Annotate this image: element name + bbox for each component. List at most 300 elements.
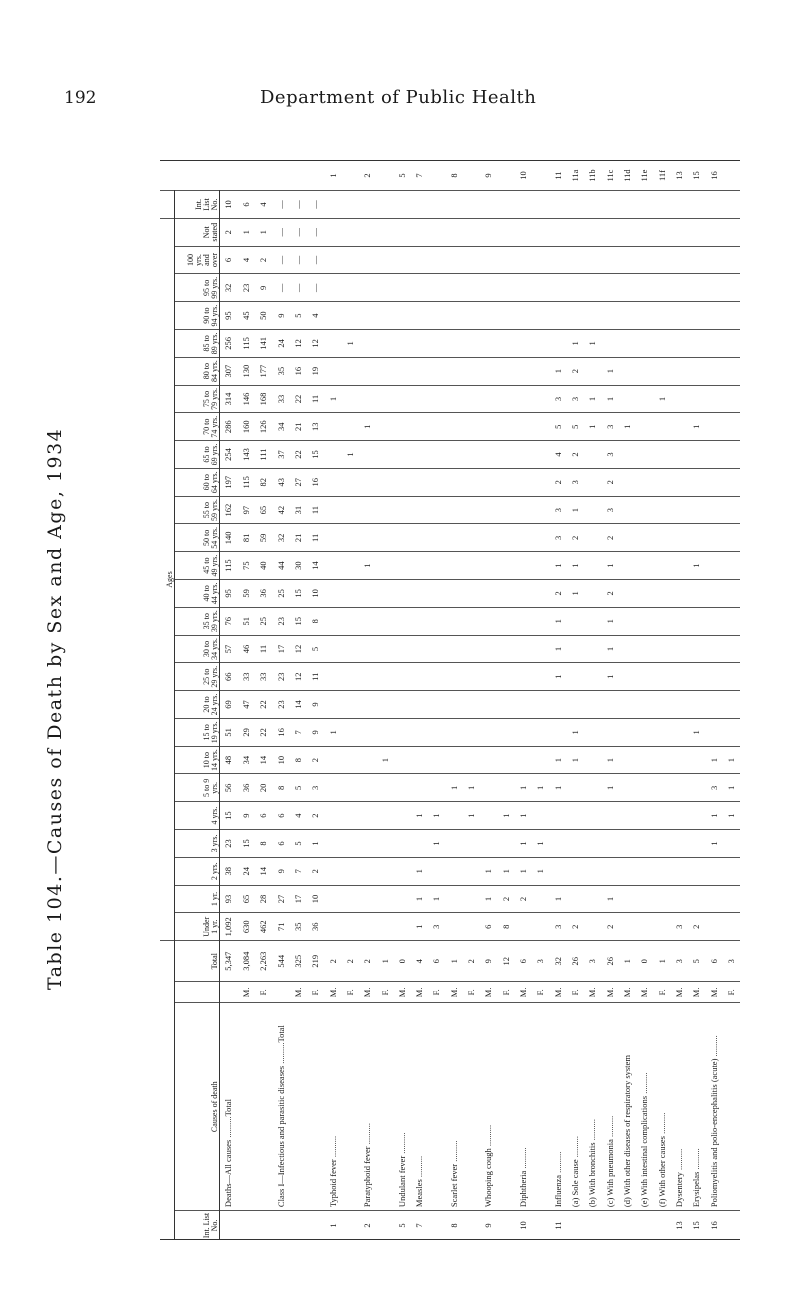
age-count-cell: 8: [307, 607, 324, 635]
age-count-cell: 11: [307, 524, 324, 552]
age-count-cell: 254: [220, 441, 238, 469]
list-number-cell: 9: [480, 1211, 497, 1240]
age-count-cell: 23: [237, 274, 254, 302]
age-count-cell: 69: [220, 691, 238, 719]
age-count-cell: 1: [428, 830, 445, 858]
age-count-cell: 95: [220, 302, 238, 330]
sex-cell: F.: [653, 982, 670, 1003]
sex-cell: M.: [393, 982, 410, 1003]
age-count-cell: 3: [601, 496, 618, 524]
age-count-cell: 1: [601, 607, 618, 635]
age-count-cell: 8: [289, 746, 306, 774]
sex-cell: F.: [341, 982, 358, 1003]
sex-cell: M.: [445, 982, 462, 1003]
age-count-cell: 20: [255, 774, 272, 802]
total-cell: 1: [653, 941, 670, 982]
column-header: 55 to 59 yrs.: [175, 496, 220, 524]
age-count-cell: 1: [497, 802, 514, 830]
age-count-cell: 197: [220, 468, 238, 496]
age-count-cell: 1: [480, 885, 497, 913]
age-count-cell: —: [272, 246, 289, 274]
age-count-cell: 81: [237, 524, 254, 552]
age-count-cell: 21: [289, 524, 306, 552]
age-count-cell: 44: [272, 552, 289, 580]
age-count-cell: 9: [237, 802, 254, 830]
age-count-cell: 19: [307, 357, 324, 385]
column-header: 80 to 84 yrs.: [175, 357, 220, 385]
column-header: 30 to 34 yrs.: [175, 635, 220, 663]
age-count-cell: 29: [237, 718, 254, 746]
total-cell: 1: [445, 941, 462, 982]
age-count-cell: 1: [359, 413, 376, 441]
age-count-cell: 37: [272, 441, 289, 469]
column-header: 60 to 64 yrs.: [175, 468, 220, 496]
age-count-cell: 1,092: [220, 913, 238, 941]
age-count-cell: —: [289, 246, 306, 274]
total-cell: 6: [705, 941, 722, 982]
column-header: 4 yrs.: [175, 802, 220, 830]
list-number-cell-right: 7: [411, 161, 428, 191]
age-count-cell: 8: [272, 774, 289, 802]
list-number-cell-right: 9: [480, 161, 497, 191]
column-header: 45 to 49 yrs.: [175, 552, 220, 580]
age-count-cell: 2: [549, 468, 566, 496]
age-count-cell: 22: [255, 691, 272, 719]
age-count-cell: 115: [220, 552, 238, 580]
age-count-cell: 1: [705, 802, 722, 830]
age-count-cell: 12: [307, 329, 324, 357]
sex-cell: M.: [705, 982, 722, 1003]
total-cell: 26: [567, 941, 584, 982]
age-count-cell: 65: [237, 885, 254, 913]
age-count-cell: 1: [567, 329, 584, 357]
total-cell: 3: [723, 941, 740, 982]
cause-cell: (f) With other causes ..........: [653, 1003, 670, 1211]
sex-cell: F.: [723, 982, 740, 1003]
sex-cell: M.: [289, 982, 306, 1003]
age-count-cell: 14: [255, 746, 272, 774]
age-count-cell: 56: [220, 774, 238, 802]
total-cell: 1: [619, 941, 636, 982]
age-count-cell: 3: [601, 413, 618, 441]
age-count-cell: 47: [237, 691, 254, 719]
age-count-cell: 1: [619, 413, 636, 441]
age-count-cell: 5: [567, 413, 584, 441]
total-cell: 219: [307, 941, 324, 982]
age-count-cell: 27: [289, 468, 306, 496]
age-count-cell: 9: [307, 718, 324, 746]
age-count-cell: 1: [549, 357, 566, 385]
total-cell: 2: [324, 941, 341, 982]
age-count-cell: 51: [220, 718, 238, 746]
age-count-cell: 1: [601, 774, 618, 802]
age-count-cell: 3: [567, 385, 584, 413]
sex-cell: F.: [497, 982, 514, 1003]
age-count-cell: 33: [237, 663, 254, 691]
age-count-cell: 14: [307, 552, 324, 580]
age-count-cell: 141: [255, 329, 272, 357]
age-count-cell: 6: [272, 830, 289, 858]
list-number-cell: 16: [705, 1211, 722, 1240]
age-count-cell: —: [289, 191, 306, 219]
sex-cell: F.: [376, 982, 393, 1003]
sex-cell: F.: [532, 982, 549, 1003]
age-count-cell: 14: [255, 857, 272, 885]
age-count-cell: 8: [255, 830, 272, 858]
total-cell: 2: [463, 941, 480, 982]
list-number-cell-right: 11: [549, 161, 566, 191]
age-count-cell: 1: [411, 802, 428, 830]
column-header: Under 1 yr.: [175, 913, 220, 941]
age-count-cell: 24: [272, 329, 289, 357]
running-head: Department of Public Health: [260, 87, 537, 108]
list-number-cell: 8: [445, 1211, 462, 1240]
column-header: 70 to 74 yrs.: [175, 413, 220, 441]
page-header: [0, 0, 800, 108]
cause-cell: Deaths—All causes ..........Total: [220, 1003, 238, 1211]
list-number-cell: 13: [671, 1211, 688, 1240]
column-header: 35 to 39 yrs.: [175, 607, 220, 635]
list-number-cell-right: 13: [671, 161, 688, 191]
age-count-cell: 3: [549, 385, 566, 413]
age-count-cell: 1: [584, 329, 601, 357]
sex-cell: M.: [515, 982, 532, 1003]
age-count-cell: 16: [307, 468, 324, 496]
age-count-cell: 2: [220, 218, 238, 246]
cause-cell: Poliomyelitis and polio-encephalitis (acute) ..........: [705, 1003, 722, 1211]
age-count-cell: 12: [289, 663, 306, 691]
total-cell: 544: [272, 941, 289, 982]
age-count-cell: 1: [428, 802, 445, 830]
age-count-cell: 2: [307, 857, 324, 885]
cause-cell: Whooping cough ..........: [480, 1003, 497, 1211]
age-count-cell: 1: [584, 385, 601, 413]
age-count-cell: 162: [220, 496, 238, 524]
age-count-cell: 17: [289, 885, 306, 913]
age-count-cell: 6: [220, 246, 238, 274]
cause-cell: (a) Sole cause ..........: [567, 1003, 584, 1211]
age-count-cell: 8: [497, 913, 514, 941]
age-count-cell: —: [307, 218, 324, 246]
age-count-cell: 5: [289, 830, 306, 858]
age-count-cell: 1: [549, 607, 566, 635]
age-count-cell: 1: [515, 774, 532, 802]
sex-cell: F.: [255, 982, 272, 1003]
total-cell: 4: [411, 941, 428, 982]
age-count-cell: 1: [515, 802, 532, 830]
age-count-cell: 1: [601, 357, 618, 385]
age-count-cell: 1: [324, 718, 341, 746]
age-count-cell: 11: [307, 663, 324, 691]
total-cell: 3: [584, 941, 601, 982]
age-count-cell: 3: [601, 441, 618, 469]
age-count-cell: 256: [220, 329, 238, 357]
age-count-cell: 1: [411, 913, 428, 941]
age-count-cell: 51: [237, 607, 254, 635]
age-count-cell: 3: [549, 496, 566, 524]
age-count-cell: 2: [549, 580, 566, 608]
age-count-cell: 27: [272, 885, 289, 913]
total-cell: 3: [532, 941, 549, 982]
total-cell: 12: [497, 941, 514, 982]
column-header: 50 to 54 yrs.: [175, 524, 220, 552]
age-count-cell: —: [307, 274, 324, 302]
cause-cell: Dysentery ..........: [671, 1003, 688, 1211]
list-number-cell: 7: [411, 1211, 428, 1240]
age-count-cell: 1: [255, 218, 272, 246]
column-header: 2 yrs.: [175, 857, 220, 885]
column-header: Total: [175, 941, 220, 982]
age-count-cell: 13: [307, 413, 324, 441]
age-count-cell: 307: [220, 357, 238, 385]
age-count-cell: 1: [584, 413, 601, 441]
age-count-cell: 143: [237, 441, 254, 469]
age-count-cell: 31: [289, 496, 306, 524]
column-header: Int. List No.: [175, 191, 220, 219]
column-header: 3 yrs.: [175, 830, 220, 858]
age-count-cell: 1: [341, 441, 358, 469]
age-count-cell: 1: [532, 774, 549, 802]
age-count-cell: 1: [428, 885, 445, 913]
age-count-cell: 1: [341, 329, 358, 357]
age-count-cell: —: [307, 246, 324, 274]
column-header: 65 to 69 yrs.: [175, 441, 220, 469]
age-count-cell: 33: [272, 385, 289, 413]
age-count-cell: 10: [307, 580, 324, 608]
age-count-cell: 1: [601, 635, 618, 663]
age-count-cell: 35: [289, 913, 306, 941]
age-count-cell: 6: [272, 802, 289, 830]
age-count-cell: 16: [272, 718, 289, 746]
list-number-cell-right: 11b: [584, 161, 601, 191]
age-count-cell: 35: [272, 357, 289, 385]
age-count-cell: 1: [549, 552, 566, 580]
age-count-cell: 1: [359, 552, 376, 580]
list-number-cell: 5: [393, 1211, 410, 1240]
list-number-cell-right: 8: [445, 161, 462, 191]
age-count-cell: 10: [307, 885, 324, 913]
sex-cell: M.: [549, 982, 566, 1003]
age-count-cell: 97: [237, 496, 254, 524]
age-count-cell: 1: [480, 857, 497, 885]
age-count-cell: 1: [324, 385, 341, 413]
age-count-cell: 1: [567, 552, 584, 580]
age-count-cell: 7: [289, 718, 306, 746]
age-count-cell: —: [272, 274, 289, 302]
age-count-cell: 2: [567, 524, 584, 552]
column-header: Not stated: [175, 218, 220, 246]
total-cell: 6: [428, 941, 445, 982]
age-count-cell: 4: [307, 302, 324, 330]
sex-cell: F.: [428, 982, 445, 1003]
total-cell: 5,347: [220, 941, 238, 982]
age-count-cell: 2: [515, 885, 532, 913]
age-count-cell: 3: [307, 774, 324, 802]
column-header: 90 to 94 yrs.: [175, 302, 220, 330]
age-count-cell: 66: [220, 663, 238, 691]
list-number-cell-right: 11f: [653, 161, 670, 191]
age-count-cell: —: [272, 191, 289, 219]
age-count-cell: 1: [463, 802, 480, 830]
age-count-cell: 1: [601, 552, 618, 580]
age-count-cell: 115: [237, 329, 254, 357]
total-cell: 2,263: [255, 941, 272, 982]
age-count-cell: 140: [220, 524, 238, 552]
age-count-cell: 15: [289, 607, 306, 635]
age-count-cell: 3: [705, 774, 722, 802]
cause-cell: Influenza ..........: [549, 1003, 566, 1211]
age-count-cell: 1: [688, 413, 705, 441]
list-number-cell-right: 2: [359, 161, 376, 191]
age-count-cell: 1: [376, 746, 393, 774]
age-count-cell: 2: [307, 802, 324, 830]
age-count-cell: 4: [237, 246, 254, 274]
age-count-cell: 22: [289, 385, 306, 413]
age-count-cell: 43: [272, 468, 289, 496]
age-count-cell: 22: [255, 718, 272, 746]
age-count-cell: 95: [220, 580, 238, 608]
sex-cell: F.: [463, 982, 480, 1003]
age-count-cell: 45: [237, 302, 254, 330]
sex-cell: M.: [480, 982, 497, 1003]
age-count-cell: 2: [601, 580, 618, 608]
sex-cell: M.: [584, 982, 601, 1003]
age-count-cell: 6: [237, 191, 254, 219]
age-count-cell: 1: [601, 746, 618, 774]
age-count-cell: 82: [255, 468, 272, 496]
age-count-cell: 2: [601, 468, 618, 496]
total-cell: 2: [341, 941, 358, 982]
total-cell: 3,084: [237, 941, 254, 982]
age-count-cell: 1: [688, 718, 705, 746]
sex-cell: F.: [307, 982, 324, 1003]
age-count-cell: 1: [723, 746, 740, 774]
age-count-cell: —: [307, 191, 324, 219]
list-number-cell-right: 1: [324, 161, 341, 191]
total-cell: 5: [688, 941, 705, 982]
age-count-cell: 14: [289, 691, 306, 719]
age-count-cell: 36: [255, 580, 272, 608]
age-count-cell: 65: [255, 496, 272, 524]
age-count-cell: 1: [688, 552, 705, 580]
age-count-cell: 1: [723, 774, 740, 802]
age-count-cell: 11: [307, 496, 324, 524]
age-count-cell: 5: [289, 774, 306, 802]
age-count-cell: 4: [255, 191, 272, 219]
list-number-cell-right: 15: [688, 161, 705, 191]
page-number: 192: [64, 88, 97, 108]
age-count-cell: 1: [532, 857, 549, 885]
total-cell: 0: [636, 941, 653, 982]
age-count-cell: 1: [567, 746, 584, 774]
age-count-cell: 1: [567, 718, 584, 746]
age-count-cell: 1: [549, 885, 566, 913]
table-frame: [160, 160, 740, 1240]
age-count-cell: 38: [220, 857, 238, 885]
age-count-cell: 30: [289, 552, 306, 580]
age-count-cell: 48: [220, 746, 238, 774]
age-count-cell: 15: [307, 441, 324, 469]
age-count-cell: 17: [272, 635, 289, 663]
list-number-cell-right: 5: [393, 161, 410, 191]
age-count-cell: 1: [601, 385, 618, 413]
column-header: 75 to 79 yrs.: [175, 385, 220, 413]
list-number-cell-right: 11e: [636, 161, 653, 191]
list-number-cell-right: 11d: [619, 161, 636, 191]
age-count-cell: 11: [255, 635, 272, 663]
total-cell: 6: [515, 941, 532, 982]
total-cell: 2: [359, 941, 376, 982]
age-count-cell: 3: [549, 524, 566, 552]
list-number-cell: 15: [688, 1211, 705, 1240]
age-count-cell: 1: [445, 774, 462, 802]
age-count-cell: 46: [237, 635, 254, 663]
age-count-cell: 115: [237, 468, 254, 496]
column-header: 100 yrs. and over: [175, 246, 220, 274]
list-number-cell: 11: [549, 1211, 566, 1240]
list-number-cell: 10: [515, 1211, 532, 1240]
age-count-cell: 146: [237, 385, 254, 413]
age-count-cell: 23: [272, 663, 289, 691]
age-count-cell: 1: [515, 857, 532, 885]
sex-cell: M.: [359, 982, 376, 1003]
age-count-cell: 2: [567, 357, 584, 385]
list-number-cell: 1: [324, 1211, 341, 1240]
age-count-cell: 9: [272, 857, 289, 885]
cause-cell: Typhoid fever ..........: [324, 1003, 341, 1211]
cause-cell: Scarlet fever ..........: [445, 1003, 462, 1211]
age-count-cell: 1: [653, 385, 670, 413]
cause-cell: (b) With bronchitis ..........: [584, 1003, 601, 1211]
total-cell: 0: [393, 941, 410, 982]
sex-cell: M.: [619, 982, 636, 1003]
age-count-cell: 25: [255, 607, 272, 635]
age-count-cell: 23: [272, 607, 289, 635]
age-count-cell: 57: [220, 635, 238, 663]
age-count-cell: 23: [220, 830, 238, 858]
column-header: 25 to 29 yrs.: [175, 663, 220, 691]
age-count-cell: 71: [272, 913, 289, 941]
age-count-cell: 2: [601, 913, 618, 941]
age-count-cell: —: [289, 274, 306, 302]
age-count-cell: 5: [289, 302, 306, 330]
age-count-cell: 15: [220, 802, 238, 830]
age-count-cell: 2: [567, 441, 584, 469]
age-count-cell: 1: [307, 830, 324, 858]
age-count-cell: 76: [220, 607, 238, 635]
column-header: 1 yr.: [175, 885, 220, 913]
age-count-cell: 25: [272, 580, 289, 608]
age-count-cell: 3: [549, 913, 566, 941]
sex-cell: M.: [324, 982, 341, 1003]
age-count-cell: 1: [601, 663, 618, 691]
age-count-cell: 2: [688, 913, 705, 941]
age-count-cell: 9: [255, 274, 272, 302]
age-count-cell: 160: [237, 413, 254, 441]
age-count-cell: 2: [497, 885, 514, 913]
cause-cell: Erysipelas ..........: [688, 1003, 705, 1211]
age-count-cell: 5: [307, 635, 324, 663]
cause-cell: (c) With pneumonia ..........: [601, 1003, 618, 1211]
age-count-cell: 1: [497, 857, 514, 885]
age-count-cell: 23: [272, 691, 289, 719]
age-count-cell: 11: [307, 385, 324, 413]
age-count-cell: 3: [428, 913, 445, 941]
age-count-cell: —: [289, 218, 306, 246]
age-count-cell: 1: [705, 746, 722, 774]
total-cell: 26: [601, 941, 618, 982]
age-count-cell: 111: [255, 441, 272, 469]
